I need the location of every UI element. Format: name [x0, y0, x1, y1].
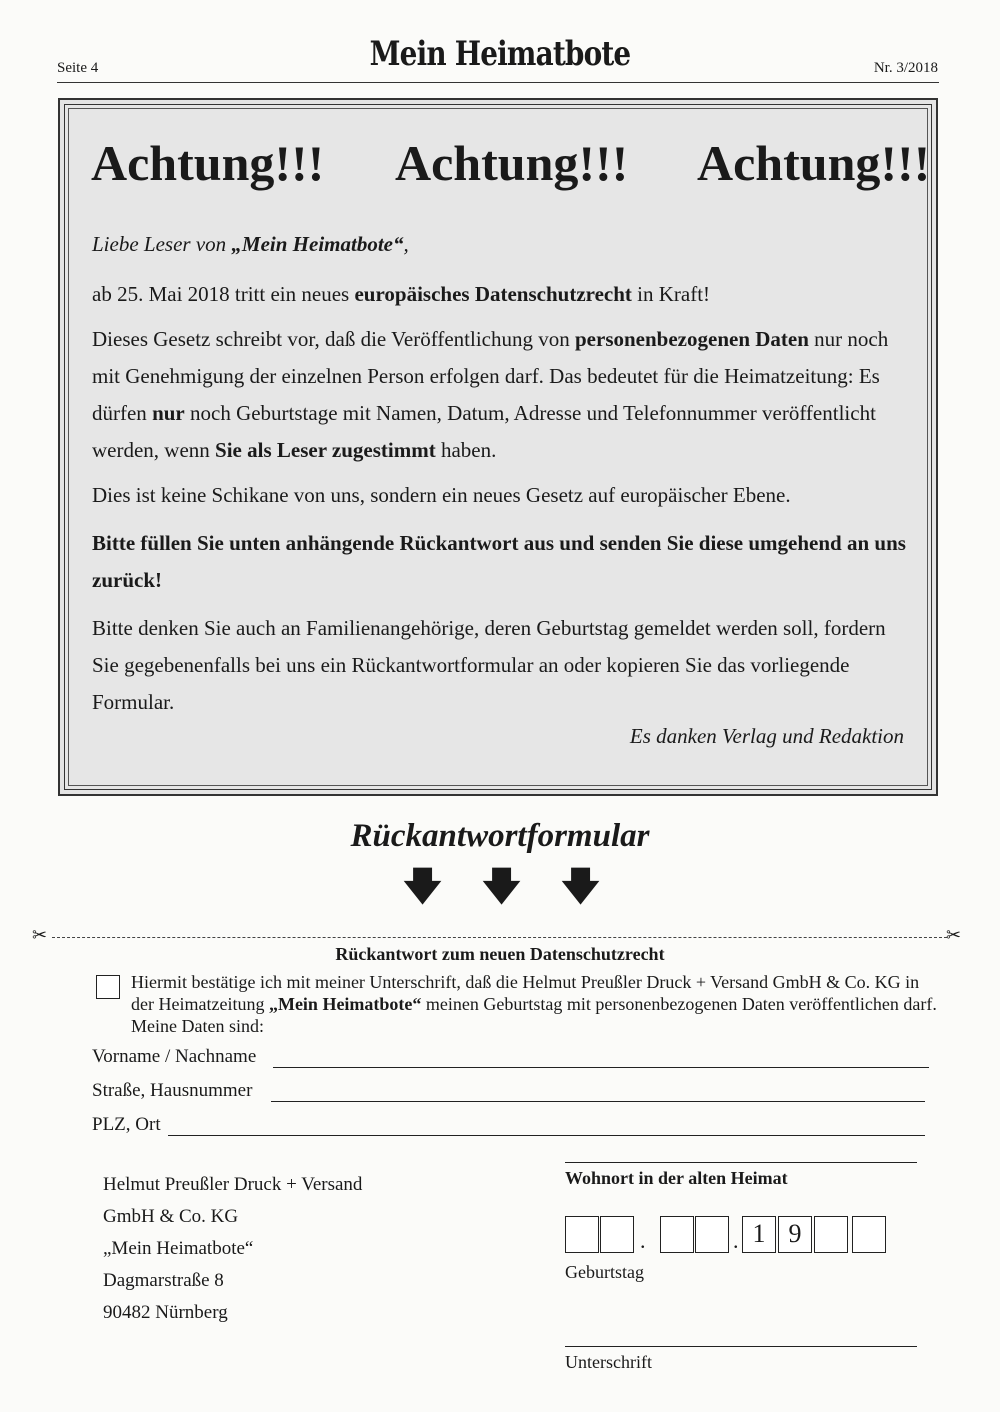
arrow-down-icon: 🡇 [561, 866, 601, 908]
address-line: GmbH & Co. KG [103, 1206, 239, 1227]
signature-field[interactable] [565, 1346, 917, 1347]
consent-checkbox[interactable] [96, 975, 120, 999]
birth-year-digit-1: 1 [742, 1216, 776, 1253]
arrow-down-icon: 🡇 [482, 866, 522, 908]
birth-month-digit-1[interactable] [660, 1216, 694, 1253]
address-line: Dagmarstraße 8 [103, 1270, 224, 1291]
newspaper-masthead: Mein Heimatbote [369, 34, 631, 74]
cut-line [52, 937, 947, 938]
paragraph-gdpr-date: ab 25. Mai 2018 tritt ein neues europäisches Datenschutzrecht in Kraft! [92, 282, 711, 306]
scissors-icon: ✂ [32, 925, 48, 946]
paragraph-law-explanation: Dieses Gesetz schreibt vor, daß die Veröffentlichung von personenbezogenen Daten nur noch mit Genehmigung der einzelnen Person erfolgen darf. Das bedeutet für die Heimatzeitung: Es dürfen nur noch Geburtstage mit Namen, Datum, Adresse und Telefonnummer veröffentlicht werden, wenn Sie als Leser zugestimmt haben. [92, 327, 889, 462]
header-divider [57, 82, 939, 83]
consent-text: Hiermit bestätige ich mit meiner Unterschrift, daß die Helmut Preußler Druck + Versand GmbH & Co. KG in der Heimatzeitung „Mein Heimatbote“ meinen Geburtstag mit personenbezogenen Daten veröffentlichen darf. Meine Daten sind: [131, 972, 937, 1036]
birth-year-digit-3[interactable] [814, 1216, 848, 1253]
paragraph-family-members: Bitte denken Sie auch an Familienangehörige, deren Geburtstag gemeldet werden soll, fordern Sie gegebenenfalls bei uns ein Rückantwortformular an oder kopieren Sie das vorliegende Formular. [92, 616, 886, 714]
scissors-icon: ✂ [946, 925, 962, 946]
address-line: 90482 Nürnberg [103, 1302, 228, 1323]
address-line: „Mein Heimatbote“ [103, 1238, 254, 1259]
headline-achtung-1: Achtung!!! [91, 135, 325, 191]
paragraph-no-chicanery: Dies ist keine Schikane von uns, sondern ein neues Gesetz auf europäischer Ebene. [92, 483, 791, 507]
name-field[interactable] [273, 1067, 929, 1068]
issue-number: Nr. 3/2018 [873, 60, 938, 76]
paragraph-please-return: Bitte füllen Sie unten anhängende Rückantwort aus und senden Sie diese umgehend an uns zurück! [92, 531, 906, 592]
birth-day-digit-2[interactable] [600, 1216, 634, 1253]
headline-achtung-3: Achtung!!! [697, 135, 931, 191]
street-label: Straße, Hausnummer [92, 1080, 253, 1101]
city-field[interactable] [168, 1135, 925, 1136]
signature-label: Unterschrift [565, 1352, 652, 1372]
form-title: Rückantwort zum neuen Datenschutzrecht [335, 944, 665, 964]
reply-form-heading: Rückantwortformular [350, 818, 650, 854]
birth-year-digit-4[interactable] [852, 1216, 886, 1253]
birthday-label: Geburtstag [565, 1262, 644, 1282]
birth-year-digit-2: 9 [778, 1216, 812, 1253]
headline-achtung-2: Achtung!!! [395, 135, 629, 191]
page-number: Seite 4 [57, 60, 99, 76]
date-separator: . [640, 1228, 646, 1253]
birth-day-digit-1[interactable] [565, 1216, 599, 1253]
hometown-label: Wohnort in der alten Heimat [565, 1168, 788, 1188]
arrow-down-icon: 🡇 [403, 866, 443, 908]
hometown-field[interactable] [565, 1162, 917, 1163]
address-line: Helmut Preußler Druck + Versand [103, 1174, 363, 1195]
birth-month-digit-2[interactable] [695, 1216, 729, 1253]
street-field[interactable] [271, 1101, 925, 1102]
city-label: PLZ, Ort [92, 1114, 161, 1135]
name-label: Vorname / Nachname [92, 1046, 257, 1067]
thanks-signoff: Es danken Verlag und Redaktion [629, 724, 904, 748]
date-separator: . [733, 1228, 739, 1253]
salutation: Liebe Leser von „Mein Heimatbote“, [92, 232, 409, 256]
